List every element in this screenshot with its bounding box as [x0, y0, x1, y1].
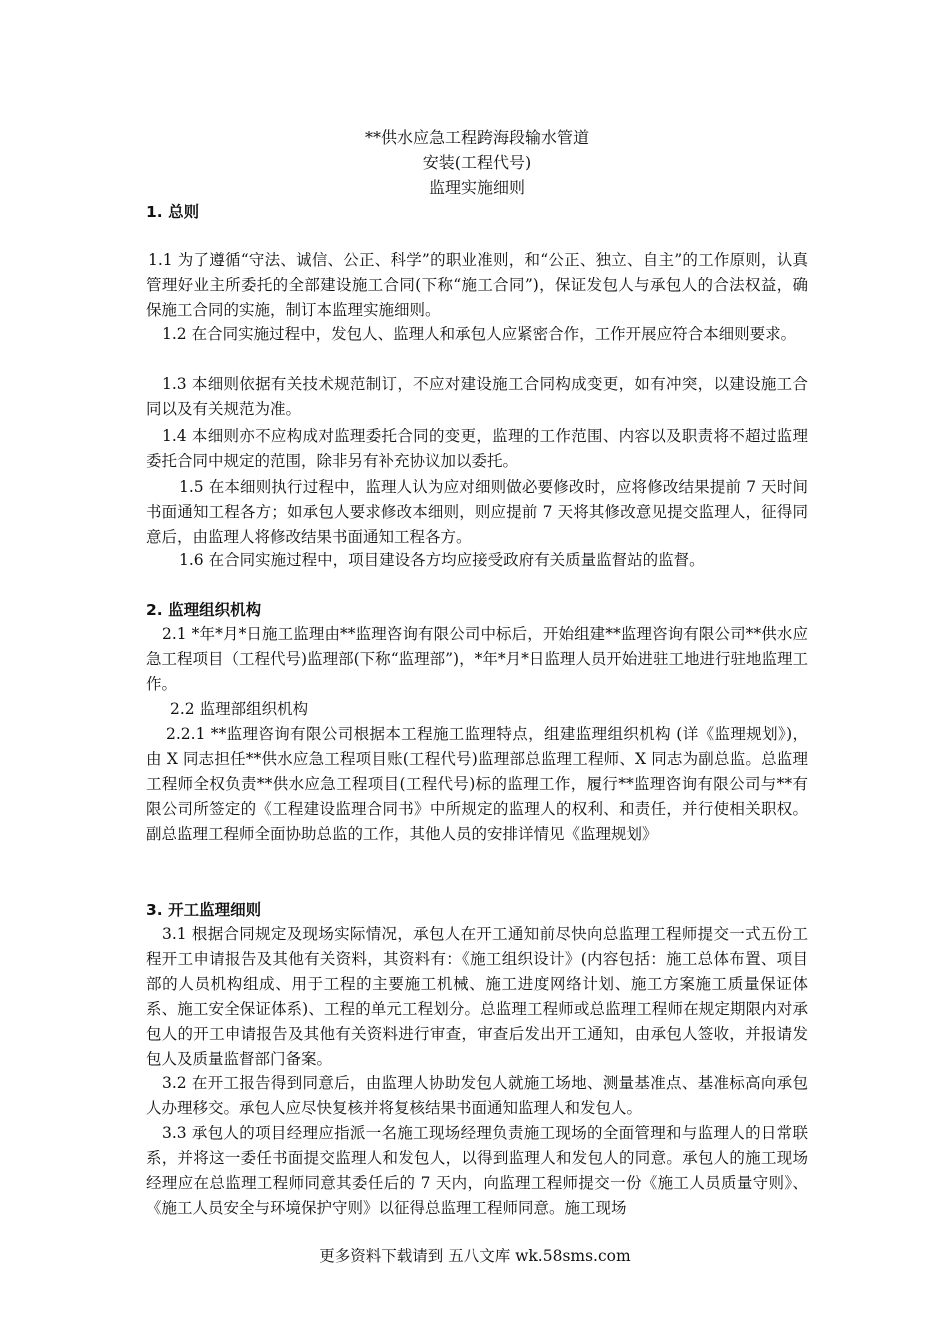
paragraph-1-3: 1.3 本细则依据有关技术规范制订，不应对建设施工合同构成变更，如有冲突，以建设施工合同以及有关规范为准。	[146, 375, 808, 418]
paragraph-3-3: 3.3 承包人的项目经理应指派一名施工现场经理负责施工现场的全面管理和与监理人的日常联系，并将这一委任书面提交监理人和发包人，以得到监理人和发包人的同意。承包人的施工现场经理应在总监理工程师同意其委任后的 7 天内，向监理工程师提交一份《施工人员质量守则》、《施工人员安全与环境保护守则》以征得总监理工程师同意。施工现场	[146, 1124, 808, 1217]
paragraph-1-4: 1.4 本细则亦不应构成对监理委托合同的变更，监理的工作范围、内容以及职责将不超过监理委托合同中规定的范围，除非另有补充协议加以委托。	[146, 427, 808, 470]
doc-title-line1: **供水应急工程跨海段输水管道	[364, 128, 589, 147]
paragraph-3-2: 3.2 在开工报告得到同意后，由监理人协助发包人就施工场地、测量基准点、基准标高向承包人办理移交。承包人应尽快复核并将复核结果书面通知监理人和发包人。	[146, 1074, 808, 1117]
doc-title-line2: 安装(工程代号)	[422, 153, 532, 172]
paragraph-1-2: 1.2 在合同实施过程中，发包人、监理人和承包人应紧密合作，工作开展应符合本细则要求。	[162, 325, 797, 343]
paragraph-1-6: 1.6 在合同实施过程中，项目建设各方均应接受政府有关质量监督站的监督。	[179, 551, 705, 569]
section-2-heading: 2. 监理组织机构	[146, 601, 262, 619]
doc-title-line3: 监理实施细则	[428, 178, 525, 197]
footer-link-text: 更多资料下载请到 五八文库 wk.58sms.com	[319, 1247, 631, 1265]
paragraph-1-5: 1.5 在本细则执行过程中，监理人认为应对细则做必要修改时，应将修改结果提前 7 天时间书面通知工程各方；如承包人要求修改本细则，则应提前 7 天将其修改意见提交监理人，征得同意后，由监理人将修改结果书面通知工程各方。	[146, 478, 808, 546]
paragraph-2-1: 2.1 *年*月*日施工监理由**监理咨询有限公司中标后，开始组建**监理咨询有限公司**供水应急工程项目（工程代号)监理部(下称“监理部”)，*年*月*日监理人员开始进驻工地进行驻地监理工作。	[146, 625, 808, 693]
paragraph-3-1: 3.1 根据合同规定及现场实际情况，承包人在开工通知前尽快向总监理工程师提交一式五份工程开工申请报告及其他有关资料，其资料有：《施工组织设计》(内容包括：施工总体布置、项目部的人员机构组成、用于工程的主要施工机械、施工进度网络计划、施工方案施工质量保证体系、施工安全保证体系)、工程的单元工程划分。总监理工程师或总监理工程师在规定期限内对承包人的开工申请报告及其他有关资料进行审查，审查后发出开工通知，由承包人签收，并报请发包人及质量监督部门备案。	[146, 925, 808, 1068]
paragraph-2-2: 2.2 监理部组织机构	[170, 700, 309, 718]
paragraph-2-2-1: 2.2.1 **监理咨询有限公司根据本工程施工监理特点，组建监理组织机构 (详《监理规划》)，由 X 同志担任**供水应急工程项目账(工程代号)监理部总监理工程师、X 同志为副总监。总监理工程师全权负责**供水应急工程项目(工程代号)标的监理工作，履行**监理咨询有限公司与**有限公司所签定的《工程建设监理合同书》中所规定的监理人的权利、和责任，并行使相关职权。副总监理工程师全面协助总监的工作，其他人员的安排详情见《监理规划》	[146, 725, 808, 843]
section-1-heading: 1. 总则	[146, 203, 200, 221]
paragraph-1-1: 1.1 为了遵循“守法、诚信、公正、科学”的职业准则，和“公正、独立、自主”的工作原则，认真管理好业主所委托的全部建设施工合同(下称“施工合同”)，保证发包人与承包人的合法权益，确保施工合同的实施，制订本监理实施细则。	[146, 251, 808, 319]
section-3-heading: 3. 开工监理细则	[146, 901, 262, 919]
